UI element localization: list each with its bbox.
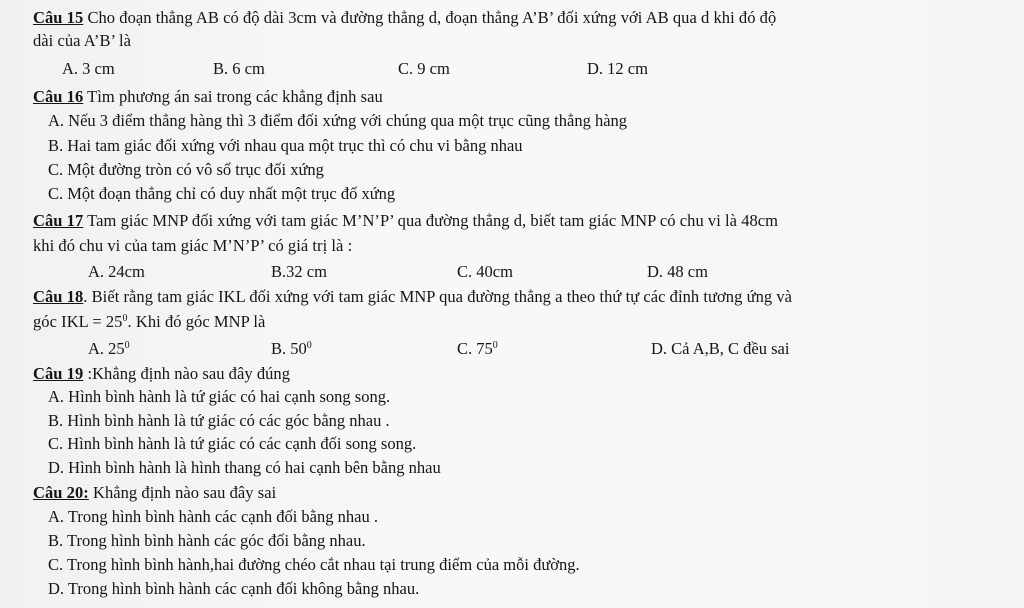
question-15-option-b: B. 6 cm (213, 59, 265, 78)
option-d-text: D. Cả A,B, C đều sai (651, 339, 790, 358)
question-20-text: Khẳng định nào sau đây sai (88, 483, 277, 502)
question-16-option-a: A. Nếu 3 điểm thẳng hàng thì 3 điểm đối xứng với chúng qua một trục cũng thẳng hàng (48, 111, 628, 130)
degree-superscript: 0 (306, 340, 312, 351)
degree-superscript: 0 (124, 340, 130, 351)
question-18-stem (33, 287, 792, 307)
question-20-option-b: B. Trong hình bình hành các góc đối bằng nhau. (48, 531, 366, 550)
option-b-text: B. 50 (271, 339, 307, 358)
question-18-option-c (457, 339, 498, 359)
question-17-stem (33, 211, 778, 231)
question-17-option-a: A. 24cm (88, 262, 145, 281)
question-18-option-a (88, 339, 130, 359)
question-20-option-d: D. Trong hình bình hành các cạnh đối không bằng nhau. (48, 579, 420, 598)
question-20-option-a: A. Trong hình bình hành các cạnh đối bằng nhau . (48, 507, 378, 526)
question-19-option-b: B. Hình bình hành là tứ giác có các góc bằng nhau . (48, 411, 390, 430)
question-20-label: Câu 20: (33, 483, 89, 502)
question-17-option-d: D. 48 cm (647, 262, 708, 281)
question-18-text: . Biết rằng tam giác IKL đối xứng với tam giác MNP qua đường thẳng a theo thứ tự các đỉnh tương ứng và (83, 287, 793, 306)
question-18-option-b (271, 339, 312, 359)
option-c-text: C. 75 (457, 339, 493, 358)
question-18-text-end: . Khi đó góc MNP là (127, 312, 266, 331)
degree-superscript: 0 (492, 340, 498, 351)
question-15-stem (33, 8, 776, 28)
question-16-label: Câu 16 (33, 87, 84, 106)
question-20-option-c: C. Trong hình bình hành,hai đường chéo cắt nhau tại trung điểm của mỗi đường. (48, 555, 580, 574)
question-19-text: :Khẳng định nào sau đây đúng (83, 364, 291, 383)
question-17-option-c: C. 40cm (457, 262, 513, 281)
question-17-text: Tam giác MNP đối xứng với tam giác M’N’P’ qua đường thẳng d, biết tam giác MNP có chu vi là 48cm (83, 211, 779, 230)
question-19-option-d: D. Hình bình hành là hình thang có hai cạnh bên bằng nhau (48, 458, 441, 477)
question-18-label: Câu 18 (33, 287, 84, 306)
question-18-stem-line2 (33, 312, 265, 332)
question-16-option-b: B. Hai tam giác đối xứng với nhau qua một trục thì có chu vi bằng nhau (48, 136, 523, 155)
question-15-option-c: C. 9 cm (398, 59, 450, 78)
question-19-stem (33, 364, 290, 384)
question-16-option-d: C. Một đoạn thẳng chỉ có duy nhất một trục đố xứng (48, 184, 396, 203)
question-15-text: Cho đoạn thẳng AB có độ dài 3cm và đường thẳng d, đoạn thẳng A’B’ đối xứng với AB qua d khi đó độ (83, 8, 777, 27)
question-15-stem-line2: dài của A’B’ là (33, 31, 132, 50)
question-17-label: Câu 17 (33, 211, 84, 230)
question-15-label: Câu 15 (33, 8, 84, 27)
question-19-label: Câu 19 (33, 364, 84, 383)
question-16-option-c: C. Một đường tròn có vô số trục đối xứng (48, 160, 324, 179)
question-15-option-a: A. 3 cm (62, 59, 115, 78)
question-16-text: Tìm phương án sai trong các khẳng định sau (83, 87, 383, 106)
question-20-stem (33, 483, 276, 503)
question-17-option-b: B.32 cm (271, 262, 327, 281)
option-a-text: A. 25 (88, 339, 125, 358)
question-19-option-a: A. Hình bình hành là tứ giác có hai cạnh song song. (48, 387, 391, 406)
degree-superscript: 0 (122, 313, 128, 324)
question-17-stem-line2: khi đó chu vi của tam giác M’N’P’ có giá trị là : (33, 236, 353, 255)
question-16-stem (33, 87, 383, 107)
question-15-option-d: D. 12 cm (587, 59, 648, 78)
question-19-option-c: C. Hình bình hành là tứ giác có các cạnh đối song song. (48, 434, 417, 453)
question-18-option-d (651, 339, 789, 359)
angle-ikl-text: góc IKL = 25 (33, 312, 123, 331)
